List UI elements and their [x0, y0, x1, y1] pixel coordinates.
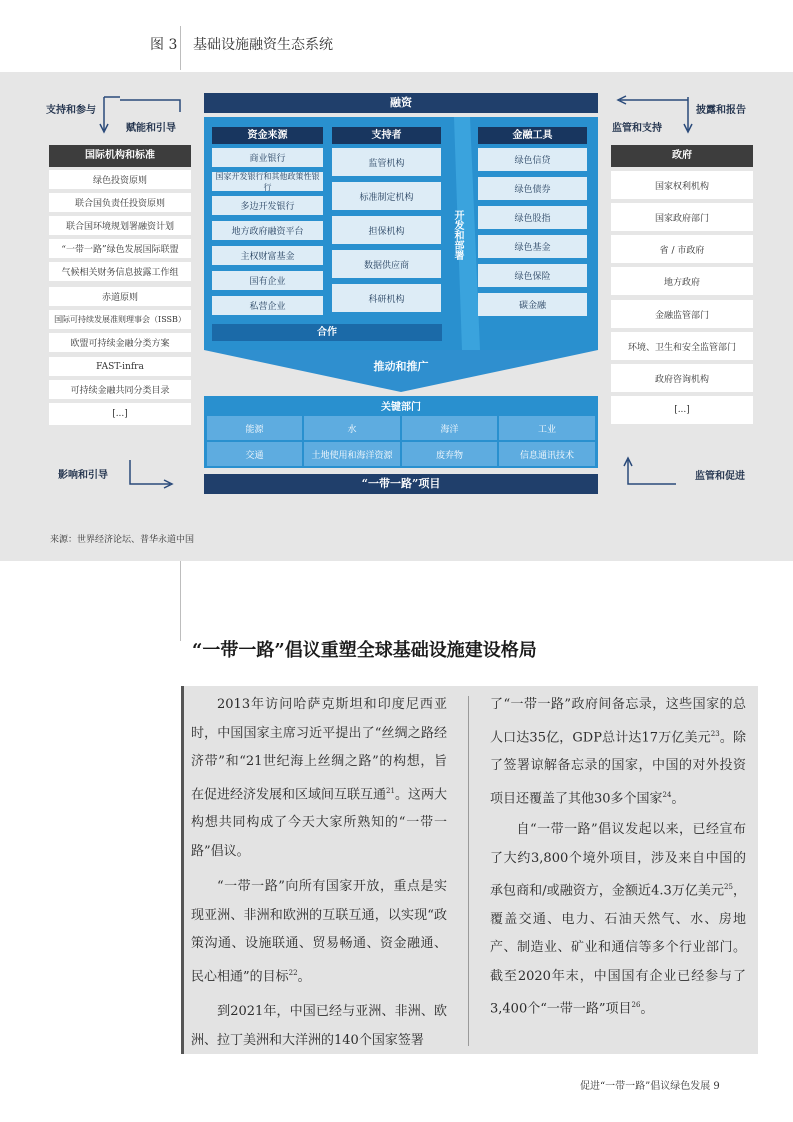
note-influence: 影响和引导	[58, 470, 108, 481]
instrument-item: 绿色基金	[478, 235, 587, 258]
footnote-ref: 26	[631, 1001, 641, 1010]
col-header-instruments: 金融工具	[478, 127, 587, 144]
left-item: 可持续金融共同分类目录	[49, 380, 191, 399]
left-item: 绿色投资原则	[49, 170, 191, 189]
left-item: “一带一路”绿色发展国际联盟	[49, 239, 191, 258]
funding-item: 地方政府融资平台	[212, 221, 323, 240]
right-item: 地方政府	[611, 267, 753, 295]
left-item: FAST-infra	[49, 357, 191, 376]
sector-item: 土地使用和海洋资源	[304, 442, 400, 466]
financing-bar: 融资	[204, 93, 598, 113]
left-item: 气候相关财务信息披露工作组	[49, 262, 191, 281]
note-regulate-promote: 监管和促进	[695, 471, 745, 482]
key-sectors-header: 关键部门	[381, 402, 421, 413]
instrument-item: 绿色债券	[478, 177, 587, 200]
funding-item: 多边开发银行	[212, 196, 323, 215]
bri-projects-bar: “一带一路”项目	[204, 474, 598, 494]
instrument-item: 绿色股指	[478, 206, 587, 229]
right-item: 国家权利机构	[611, 171, 753, 199]
supporter-item: 担保机构	[332, 216, 441, 244]
supporter-item: 监管机构	[332, 148, 441, 176]
text-box-accent	[181, 686, 184, 1054]
footnote-ref: 23	[710, 729, 720, 738]
cooperation-bar: 合作	[212, 324, 442, 341]
funding-item: 国有企业	[212, 271, 323, 290]
left-item: 赤道原则	[49, 287, 191, 306]
figure-source: 来源：世界经济论坛、普华永道中国	[50, 535, 195, 545]
supporter-item: 标准制定机构	[332, 182, 441, 210]
instrument-item: 绿色保险	[478, 264, 587, 287]
col-header-funding: 资金来源	[212, 127, 323, 144]
left-item: 欧盟可持续金融分类方案	[49, 333, 191, 352]
funding-item: 私营企业	[212, 296, 323, 315]
divider	[180, 26, 181, 70]
paragraph-3-cont: 了“一带一路”政府间备忘录，这些国家的总人口达35亿，GDP总计达17万亿美元$^{23}$。除了签署谅解备忘录的国家，中国的对外投资项目还覆盖了其他30多个国家$^{24}$。	[490, 697, 746, 807]
deploy-label: 开发和部署	[452, 210, 463, 260]
page-footer: 促进“一带一路”倡议绿色发展 9	[580, 1081, 720, 1092]
footnote-ref: 22	[288, 968, 298, 977]
sector-item: 水	[304, 416, 400, 440]
instrument-item: 绿色信贷	[478, 148, 587, 171]
right-header: 政府	[611, 145, 753, 167]
footnote-ref: 25	[724, 883, 733, 891]
sector-item: 信息通讯技术	[499, 442, 595, 466]
funding-item: 国家开发银行和其他政策性银行	[212, 172, 323, 191]
note-disclose: 披露和报告	[696, 105, 746, 116]
left-item: 联合国环境规划署融资计划	[49, 216, 191, 235]
footnote-ref: 24	[662, 790, 672, 799]
paragraph-3: 到2021年，中国已经与亚洲、非洲、欧洲、拉丁美洲和大洋洲的140个国家签署	[191, 1004, 447, 1048]
col-header-supporters: 支持者	[332, 127, 441, 144]
column-divider	[468, 696, 469, 1046]
sector-item: 海洋	[402, 416, 497, 440]
funding-item: 商业银行	[212, 148, 323, 167]
figure-number: 图 3	[150, 37, 178, 53]
footnote-ref: 21	[386, 786, 395, 795]
paragraph-4: 自“一带一路”倡议发起以来，已经宣布了大约3,800个境外项目，涉及来自中国的承包商和/或融资方，金额近4.3万亿美元$^{25}$，覆盖交通、电力、石油天然气、水、房地产、制造业、矿业和通信等多个行业部门。截至2020年末，中国国有企业已经参与了3,400个“一带一路”项目$^{26}$。	[490, 822, 746, 1017]
sector-item: 交通	[207, 442, 302, 466]
sector-item: 废弃物	[402, 442, 497, 466]
right-item: 金融监管部门	[611, 300, 753, 328]
supporter-item: 数据供应商	[332, 250, 441, 278]
right-item: [...]	[611, 396, 753, 424]
left-header: 国际机构和标准	[49, 145, 191, 167]
figure-header	[0, 0, 793, 72]
left-item: [...]	[49, 403, 191, 425]
sector-item: 工业	[499, 416, 595, 440]
note-empower: 赋能和引导	[126, 123, 176, 134]
instrument-item: 碳金融	[478, 293, 587, 316]
left-item: 联合国负责任投资原则	[49, 193, 191, 212]
left-item: 国际可持续发展准则理事会（ISSB）	[49, 310, 191, 329]
right-item: 环境、卫生和安全监管部门	[611, 332, 753, 360]
supporter-item: 科研机构	[332, 284, 441, 312]
push-label: 推动和推广	[373, 360, 429, 373]
right-item: 政府咨询机构	[611, 364, 753, 392]
funding-item: 主权财富基金	[212, 246, 323, 265]
sector-item: 能源	[207, 416, 302, 440]
divider	[180, 561, 181, 641]
note-support: 支持和参与	[46, 105, 96, 116]
section-title: “一带一路”倡议重塑全球基础设施建设格局	[192, 640, 537, 661]
right-item: 省 / 市政府	[611, 235, 753, 263]
note-regulate-support: 监管和支持	[612, 123, 662, 134]
right-item: 国家政府部门	[611, 203, 753, 231]
paragraph-2: “一带一路”向所有国家开放，重点是实现亚洲、非洲和欧洲的互联互通，以实现“政策沟通、设施联通、贸易畅通、资金融通、民心相通”的目标$^{22}$。	[191, 879, 447, 984]
figure-title: 基础设施融资生态系统	[193, 37, 333, 53]
paragraph-1: 2013年访问哈萨克斯坦和印度尼西亚时，中国国家主席习近平提出了“丝绸之路经济带”和“21世纪海上丝绸之路”的构想，旨在促进经济发展和区域间互联互通$^{21}$。这两大构想共同构成了今天大家所熟知的“一带一路”倡议。	[191, 697, 447, 859]
